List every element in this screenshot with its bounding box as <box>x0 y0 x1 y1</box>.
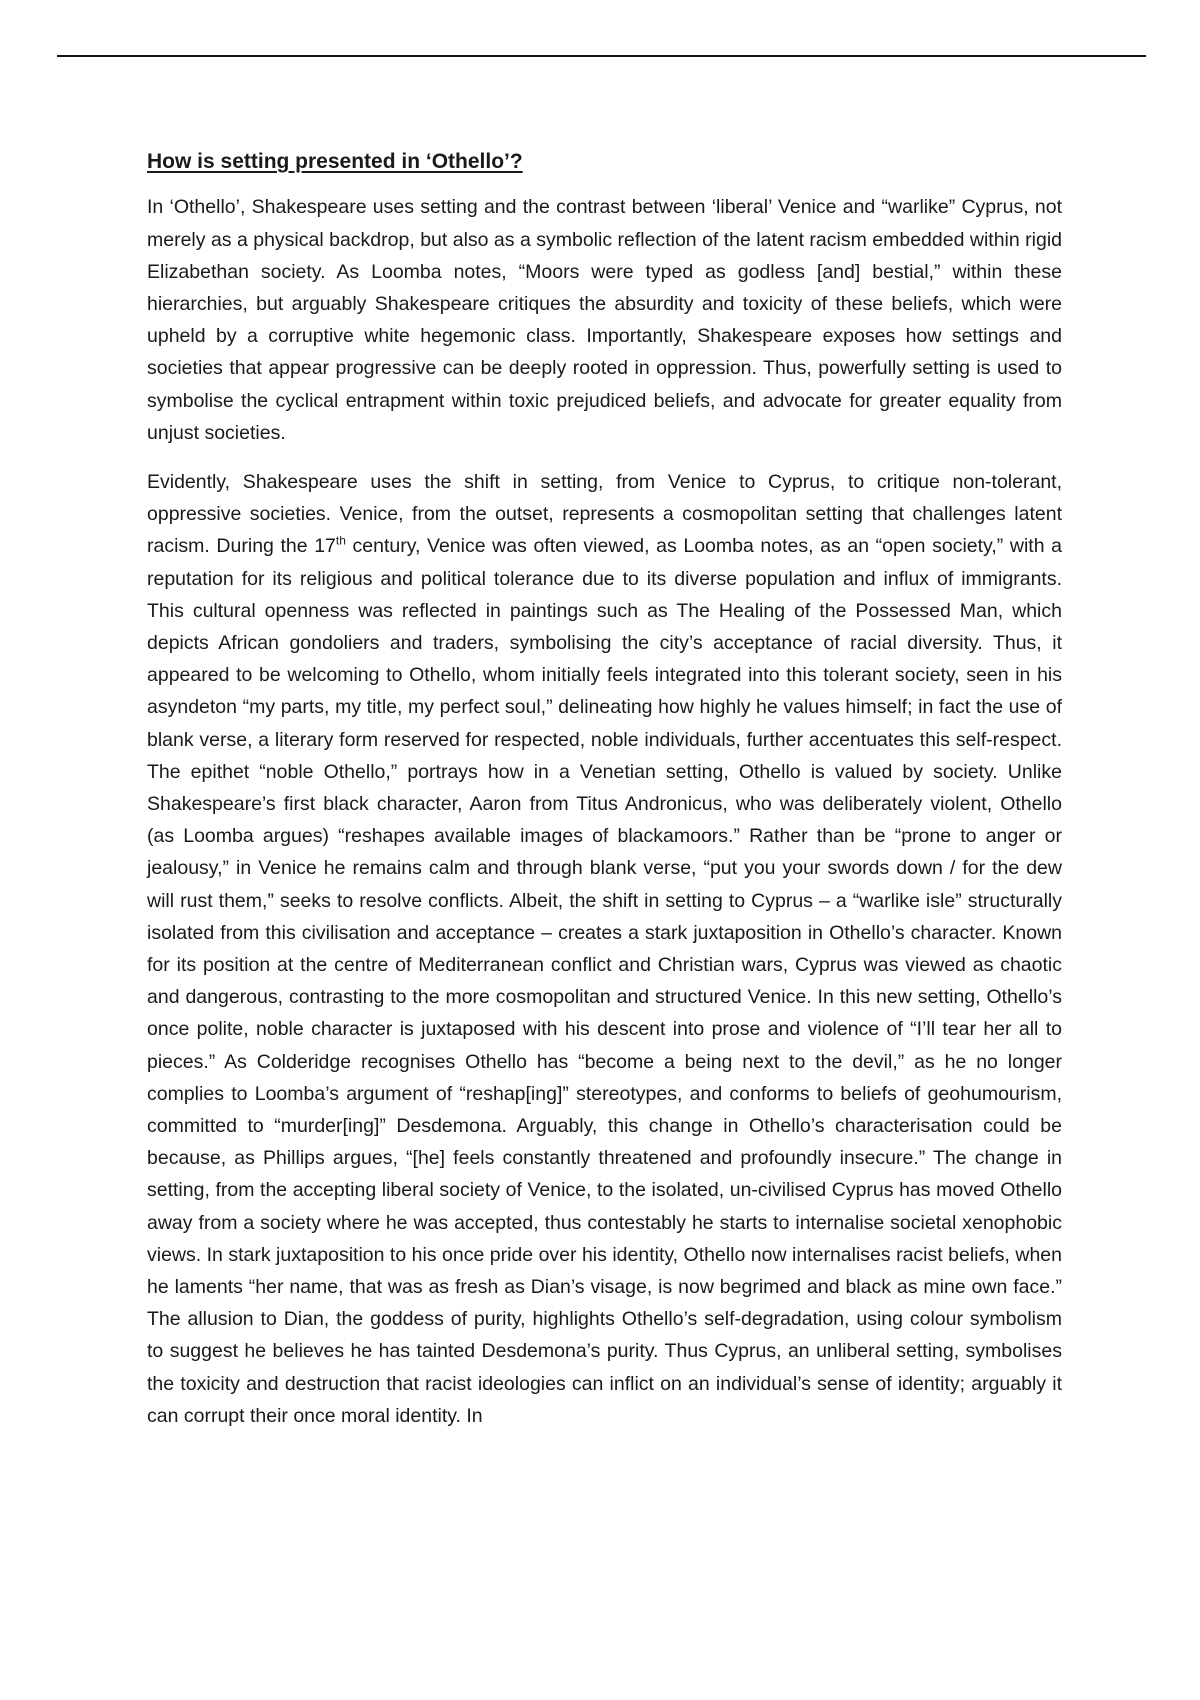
ordinal-suffix: th <box>335 533 346 548</box>
paragraph-body <box>147 466 1062 1432</box>
essay-page <box>147 148 1062 1449</box>
header-rule <box>57 55 1146 57</box>
paragraph-introduction: In ‘Othello’, Shakespeare uses setting and the contrast between ‘liberal’ Venice and “warlike” Cyprus, not merely as a physical backdrop, but also as a symbolic reflection of the latent racism embedded within rigid Elizabethan society. As Loomba notes, “Moors were typed as godless [and] bestial,” within these hierarchies, but arguably Shakespeare critiques the absurdity and toxicity of these beliefs, which were upheld by a corruptive white hegemonic class. Importantly, Shakespeare exposes how settings and societies that appear progressive can be deeply rooted in oppression. Thus, powerfully setting is used to symbolise the cyclical entrapment within toxic prejudiced beliefs, and advocate for greater equality from unjust societies. <box>147 196 1062 444</box>
paragraph-body-start: Evidently, Shakespeare uses the shift in setting, from Venice to Cyprus, to critique non-tolerant, oppressive societies. Venice, from the outset, represents a cosmopolitan setting that challenges latent racism. During the 17 <box>147 470 1062 558</box>
paragraph-body-rest: century, Venice was often viewed, as Loomba notes, as an “open society,” with a reputation for its religious and political tolerance due to its diverse population and influx of immigrants. This cultural openness was reflected in paintings such as The Healing of the Possessed Man, which depicts African gondoliers and traders, symbolising the city’s acceptance of racial diversity. Thus, it appeared to be welcoming to Othello, whom initially feels integrated into this tolerant society, seen in his asyndeton “my parts, my title, my perfect soul,” delineating how highly he values himself; in fact the use of blank verse, a literary form reserved for respected, noble individuals, further accentuates this self-respect. The epithet “noble Othello,” portrays how in a Venetian setting, Othello is valued by society. Unlike Shakespeare’s first black character, Aaron from Titus Andronicus, who was deliberately violent, Othello (as Loomba argues) “reshapes available images of blackamoors.” Rather than be “prone to anger or jealousy,” in Venice he remains calm and through blank verse, “put you your swords down / for the dew will rust them,” seeks to resolve conflicts. Albeit, the shift in setting to Cyprus – a “warlike isle” structurally isolated from this civilisation and acceptance – creates a stark juxtaposition in Othello’s character. Known for its position at the centre of Mediterranean conflict and Christian wars, Cyprus was viewed as chaotic and dangerous, contrasting to the more cosmopolitan and structured Venice. In this new setting, Othello’s once polite, noble character is juxtaposed with his descent into prose and violence of “I’ll tear her all to pieces.” As Colderidge recognises Othello has “become a being next to the devil,” as he no longer complies to Loomba’s argument of “reshap[ing]” stereotypes, and conforms to beliefs of geohumourism, committed to “murder[ing]” Desdemona. Arguably, this change in Othello’s characterisation could be because, as Phillips argues, “[he] feels constantly threatened and profoundly insecure.” The change in setting, from the accepting liberal society of Venice, to the isolated, un-civilised Cyprus has moved Othello away from a society where he was accepted, thus contestably he starts to internalise societal xenophobic views. In stark juxtaposition to his once pride over his identity, Othello now internalises racist beliefs, when he laments “her name, that was as fresh as Dian’s visage, is now begrimed and black as mine own face.” The allusion to Dian, the goddess of purity, highlights Othello’s self-degradation, using colour symbolism to suggest he believes he has tainted Desdemona’s purity. Thus Cyprus, an unliberal setting, symbolises the toxicity and destruction that racist ideologies can inflict on an individual’s sense of identity; arguably it can corrupt their once moral identity. In <box>147 535 1063 1427</box>
essay-title: How is setting presented in ‘Othello’? <box>147 150 523 173</box>
